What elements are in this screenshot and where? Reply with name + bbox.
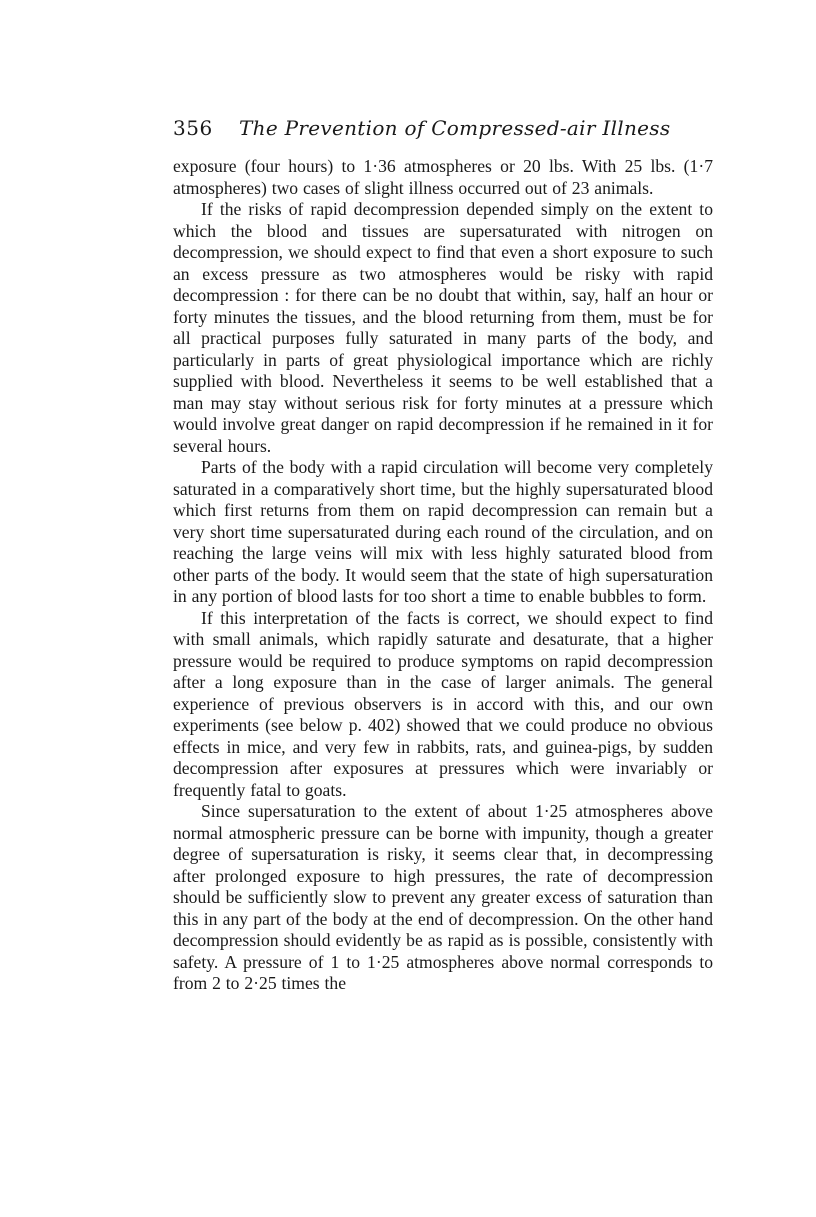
paragraph-rapid-circulation: Parts of the body with a rapid circulation will become very completely saturated in a comparatively short time, but the highly supersaturated blood which first returns from them on rapid decompression can remain but a very short time supersaturated during each round of the circulation, and on reaching the large veins will mix with less highly saturated blood from other parts of the body. It would seem that the state of high supersaturation in any portion of blood lasts for too short a time to enable bubbles to form. xyxy=(173,457,713,606)
running-head xyxy=(173,116,713,156)
page-number: 356 xyxy=(173,116,213,140)
body-text xyxy=(173,156,713,995)
page xyxy=(173,116,713,995)
paragraph-supersaturation-limit: Since supersaturation to the extent of about 1·25 atmospheres above normal atmospheric pressure can be borne with impunity, though a greater degree of supersaturation is risky, it seems clear that, in decompressing after prolonged exposure to high pressures, the rate of decompression should be sufficiently slow to prevent any greater excess of saturation than this in any part of the body at the end of decompression. On the other hand decompression should evidently be as rapid as is possible, consistently with safety. A pressure of 1 to 1·25 atmospheres above normal corresponds to from 2 to 2·25 times the xyxy=(173,801,713,993)
paragraph-decompression-risks: If the risks of rapid decompression depended simply on the extent to which the blood and tissues are supersaturated with nitrogen on decompression, we should expect to find that even a short exposure to such an excess pressure as two atmospheres would be risky with rapid decompression : for there can be no doubt that within, say, half an hour or forty minutes the tissues, and the blood returning from them, must be for all practical purposes fully saturated in many parts of the body, and particularly in parts of great physiological importance which are richly supplied with blood. Nevertheless it seems to be well established that a man may stay without serious risk for forty minutes at a pressure which would involve great danger on rapid decompression if he remained in it for several hours. xyxy=(173,199,713,456)
running-title: The Prevention of Compressed-air Illness xyxy=(239,116,671,140)
paragraph-continuation: exposure (four hours) to 1·36 atmospheres or 20 lbs. With 25 lbs. (1·7 atmospheres) two cases of slight illness occurred out of 23 animals. xyxy=(173,156,713,198)
paragraph-small-animals: If this interpretation of the facts is correct, we should expect to find with small animals, which rapidly saturate and desaturate, that a higher pressure would be required to produce symptoms on rapid decompression after a long exposure than in the case of larger animals. The general experience of previous observers is in accord with this, and our own experiments (see below p. 402) showed that we could produce no obvious effects in mice, and very few in rabbits, rats, and guinea-pigs, by sudden decompression after exposures at pressures which were invariably or frequently fatal to goats. xyxy=(173,607,713,800)
